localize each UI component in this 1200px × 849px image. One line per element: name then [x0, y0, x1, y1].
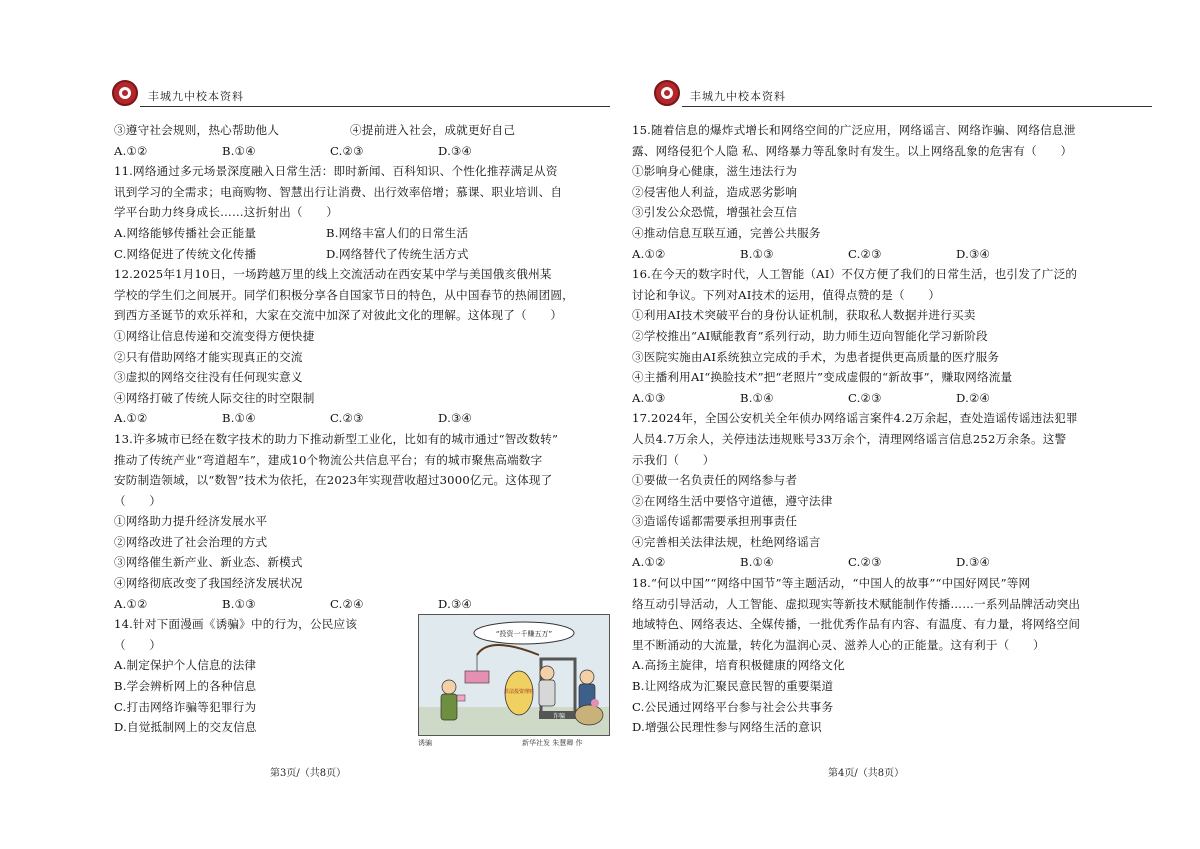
- comic-bubble-text: “投资一千赚五万”: [495, 630, 553, 638]
- page-footer: 第4页/（共8页）: [828, 768, 905, 779]
- q12-item: ③虚拟的网络交往没有任何现实意义: [114, 370, 303, 385]
- q13-option-c: C.②④: [330, 596, 364, 611]
- q16-item: ③医院实施由AI系统独立完成的手术，为患者提供更高质量的医疗服务: [632, 349, 1000, 364]
- q10-item-4: ④提前进入社会，成就更好自己: [350, 123, 516, 137]
- q18-text: 络互动引导活动，人工智能、虚拟现实等新技术赋能制作传播……一系列品牌活动突出: [632, 596, 1081, 611]
- q15-option-a: A.①②: [632, 246, 666, 261]
- q12-item: ④网络打破了传统人际交往的时空限制: [114, 390, 315, 405]
- q17-item: ②在网络生活中要恪守道德，遵守法律: [632, 493, 833, 508]
- q12-option-a: A.①②: [114, 411, 148, 426]
- q15-item: ④推动信息互联互通，完善公共服务: [632, 225, 821, 240]
- q15-item: ②侵害他人利益，造成恶劣影响: [632, 184, 798, 199]
- page-header: [656, 84, 1154, 110]
- q12-item: ①网络让信息传递和交流变得方便快捷: [114, 328, 315, 343]
- q12-text: 12.2025年1月10日，一场跨越万里的线上交流活动在西安某中学与美国俄亥俄州某: [114, 267, 552, 282]
- q16-option-b: B.①④: [740, 390, 774, 405]
- q17-option-c: C.②③: [848, 555, 882, 570]
- school-name: 丰城九中校本资料: [148, 90, 244, 103]
- q10-option-a: A.①②: [114, 143, 148, 158]
- q17-item: ①要做一名负责任的网络参与者: [632, 473, 798, 488]
- q11-text: 讯到学习的全需求；电商购物、智慧出行让消费、出行效率倍增；慕课、职业培训、自: [114, 184, 563, 199]
- school-name: 丰城九中校本资料: [690, 90, 786, 103]
- q13-text: 安防制造领域，以“数智”技术为依托，在2023年实现营收超过3000亿元。这体现了: [114, 473, 553, 488]
- q10-option-d: D.③④: [438, 143, 473, 158]
- q11-text: 11.网络通过多元场景深度融入日常生活：即时新闻、百科知识、个性化推荐满足从资: [114, 164, 558, 179]
- q15-item: ③引发公众恐慌，增强社会互信: [632, 205, 798, 220]
- q12-option-d: D.③④: [438, 411, 473, 426]
- q13-item: ③网络催生新产业、新业态、新模式: [114, 555, 303, 570]
- q18-option-d: D.增强公民理性参与网络生活的意识: [632, 720, 822, 735]
- comic-image: [418, 614, 610, 736]
- q17-text: 人员4.7万余人，关停违法违规账号33万余个，清理网络谣言信息252万余条。这警: [632, 431, 1067, 446]
- q12-item: ②只有借助网络才能实现真正的交流: [114, 349, 303, 364]
- q13-item: ④网络彻底改变了我国经济发展状况: [114, 576, 303, 591]
- q17-text: 示我们（ ）: [632, 452, 715, 467]
- q13-text: 13.许多城市已经在数字技术的助力下推动新型工业化，比如有的城市通过“智改数转”: [114, 431, 559, 446]
- q16-item: ①利用AI技术突破平台的身份认证机制，获取私人数据并进行买卖: [632, 308, 976, 323]
- q16-item: ④主播利用AI“换脸技术”把“老照片”变成虚假的“新故事”，赚取网络流量: [632, 370, 1013, 385]
- q14-option-a: A.制定保护个人信息的法律: [114, 658, 257, 673]
- q16-text: 讨论和争议。下列对AI技术的运用，值得点赞的是（ ）: [632, 287, 941, 302]
- q11-option-d: D.网络替代了传统生活方式: [326, 246, 469, 261]
- q15-text: 15.随着信息的爆炸式增长和网络空间的广泛应用，网络谣言、网络诈骗、网络信息泄: [632, 123, 1076, 137]
- page-header: [114, 84, 612, 110]
- q15-options: [632, 244, 1132, 265]
- right-page: [610, 0, 1170, 849]
- q11-text: 学平台助力终身成长……这折射出（ ）: [114, 205, 339, 220]
- q12-text: 到西方圣诞节的欢乐祥和，大家在交流中加深了对彼此文化的理解。这体现了（ ）: [114, 308, 563, 323]
- q13-option-d: D.③④: [438, 596, 473, 611]
- q16-text: 16.在今天的数字时代，人工智能（AI）不仅方便了我们的日常生活，也引发了广泛的: [632, 267, 1078, 282]
- q18-option-c: C.公民通过网络平台参与社会公共事务: [632, 699, 834, 714]
- q13-text: （ ）: [114, 493, 162, 508]
- q15-option-c: C.②③: [848, 246, 882, 261]
- q16-option-c: C.②③: [848, 390, 882, 405]
- q15-option-d: D.③④: [956, 246, 991, 261]
- q15-option-b: B.①③: [740, 246, 774, 261]
- q17-option-a: A.①②: [632, 555, 666, 570]
- q11-options-cd: [114, 244, 614, 265]
- q18-text: 地域特色、网络表达、全媒传播，一批优秀作品有内容、有温度、有力量，将网络空间: [632, 617, 1081, 632]
- q18-option-a: A.高扬主旋律，培育积极健康的网络文化: [632, 658, 845, 673]
- q16-options: [632, 388, 1132, 409]
- q11-option-c: C.网络促进了传统文化传播: [114, 246, 257, 261]
- left-page: [40, 0, 600, 849]
- comic-caption-title: 诱骗: [418, 739, 432, 747]
- q14-text: （ ）: [114, 637, 162, 652]
- q16-item: ②学校推出“AI赋能教育”系列行动，助力师生迈向智能化学习新阶段: [632, 328, 988, 343]
- q18-text: 里不断涌动的大流量，转化为温润心灵、滋养人心的正能量。这有利于（ ）: [632, 637, 1045, 652]
- q13-options: [114, 594, 614, 615]
- q12-options: [114, 408, 614, 429]
- school-logo-icon: [654, 80, 680, 106]
- q11-options-ab: [114, 223, 614, 244]
- q10-option-line: [114, 120, 614, 141]
- q18-text: 18.“何以中国”“网络中国节”等主题活动，“中国人的故事”“中国好网民”等网: [632, 576, 1031, 591]
- right-content: [632, 120, 1132, 738]
- q17-option-b: B.①④: [740, 555, 774, 570]
- q11-option-a: A.网络能够传播社会正能量: [114, 225, 257, 240]
- q16-option-d: D.②④: [956, 390, 991, 405]
- q17-options: [632, 552, 1132, 573]
- page-footer: 第3页/（共8页）: [270, 768, 347, 779]
- q12-option-b: B.①④: [222, 411, 256, 426]
- q11-option-b: B.网络丰富人们的日常生活: [326, 225, 469, 240]
- q14-option-d: D.自觉抵制网上的交友信息: [114, 720, 257, 735]
- q15-text: 露、网络侵犯个人隐 私、网络暴力等乱象时有发生。以上网络乱象的危害有（ ）: [632, 143, 1073, 158]
- q15-item: ①影响身心健康，滋生违法行为: [632, 164, 798, 179]
- q10-options: [114, 141, 614, 162]
- q10-option-c: C.②③: [330, 143, 364, 158]
- comic-sign-text: 诈骗: [552, 713, 566, 720]
- q10-option-b: B.①④: [222, 143, 256, 158]
- q14-option-c: C.打击网络诈骗等犯罪行为: [114, 699, 257, 714]
- q17-text: 17.2024年，全国公安机关全年侦办网络谣言案件4.2万余起，查处造谣传谣违法犯罪: [632, 411, 1078, 426]
- q17-option-d: D.③④: [956, 555, 991, 570]
- q13-option-b: B.①③: [222, 596, 256, 611]
- q13-option-a: A.①②: [114, 596, 148, 611]
- q18-option-b: B.让网络成为汇聚民意民智的重要渠道: [632, 679, 834, 694]
- q14-option-b: B.学会辨析网上的各种信息: [114, 679, 257, 694]
- q12-text: 学校的学生们之间展开。同学们积极分享各自国家节日的特色，从中国春节的热闹团圆，: [114, 287, 574, 302]
- q10-item-3: ③遵守社会规则，热心帮助他人: [114, 123, 280, 137]
- comic-pole-text: 非法投资理财: [503, 689, 535, 695]
- header-rule: [682, 106, 1152, 107]
- q13-item: ②网络改进了社会治理的方式: [114, 534, 268, 549]
- q14-text: 14.针对下面漫画《诱骗》中的行为，公民应该: [114, 617, 358, 632]
- q13-item: ①网络助力提升经济发展水平: [114, 514, 268, 529]
- school-logo-icon: [112, 80, 138, 106]
- q12-option-c: C.②③: [330, 411, 364, 426]
- header-rule: [140, 106, 610, 107]
- q16-option-a: A.①③: [632, 390, 666, 405]
- q17-item: ④完善相关法律法规，杜绝网络谣言: [632, 534, 821, 549]
- q13-text: 推动了传统产业“弯道超车”，建成10个物流公共信息平台；有的城市聚焦高端数字: [114, 452, 543, 467]
- comic-caption-credit: 新华社发 朱慧卿 作: [522, 739, 583, 747]
- q17-item: ③造谣传谣都需要承担刑事责任: [632, 514, 798, 529]
